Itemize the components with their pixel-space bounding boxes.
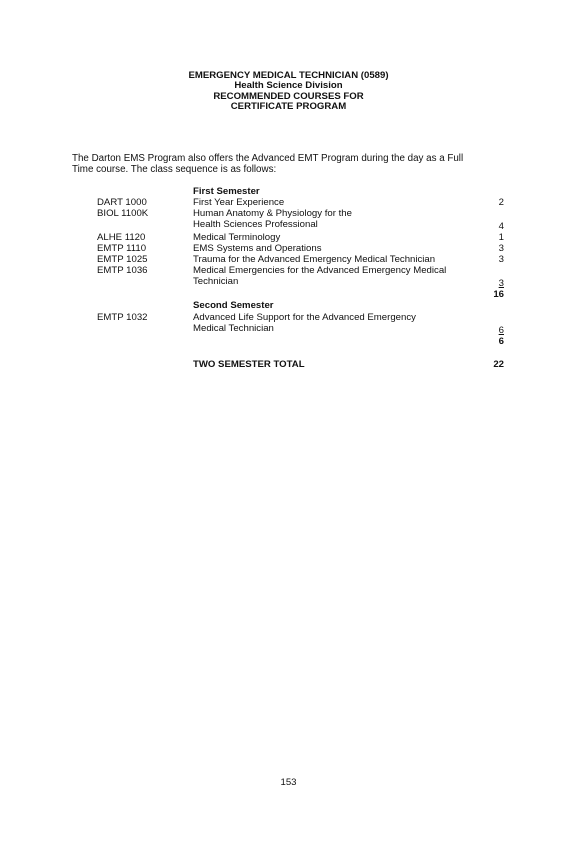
recommended-courses-heading: RECOMMENDED COURSES FOR: [213, 90, 364, 102]
course-code: EMTP 1025: [97, 254, 148, 265]
course-title: First Year Experience: [193, 197, 285, 208]
course-title: Advanced Life Support for the Advanced Emergency: [193, 312, 416, 323]
course-title: Medical Emergencies for the Advanced Emergency Medical: [193, 265, 447, 276]
course-title: EMS Systems and Operations: [193, 243, 322, 254]
course-credits: 3: [498, 243, 504, 254]
course-title-continued: Technician: [193, 276, 239, 287]
course-title: Trauma for the Advanced Emergency Medical Technician: [193, 254, 436, 265]
course-code: EMTP 1110: [97, 243, 147, 254]
course-code: EMTP 1032: [97, 312, 148, 323]
course-code: DART 1000: [97, 197, 147, 208]
program-title: EMERGENCY MEDICAL TECHNICIAN (0589): [188, 70, 389, 81]
first-semester-heading: First Semester: [193, 186, 260, 197]
second-semester-heading: Second Semester: [193, 300, 274, 311]
second-semester-total: 6: [498, 336, 504, 347]
intro-paragraph: [72, 153, 512, 175]
course-credits: 1: [498, 232, 504, 243]
intro-line: The Darton EMS Program also offers the Advanced EMT Program during the day as a Full: [72, 153, 464, 164]
course-credits: 6: [498, 325, 504, 336]
intro-line: Time course. The class sequence is as follows:: [72, 164, 277, 175]
first-semester-total: 16: [493, 289, 504, 300]
course-code: ALHE 1120: [97, 232, 146, 243]
course-code: BIOL 1100K: [97, 208, 149, 219]
document-header: [0, 71, 577, 113]
course-credits: 4: [498, 221, 504, 232]
two-semester-total-label: TWO SEMESTER TOTAL: [193, 359, 305, 370]
two-semester-total-value: 22: [493, 359, 504, 370]
course-title-continued: Medical Technician: [193, 323, 274, 334]
course-credits: 3: [498, 278, 504, 289]
course-credits: 3: [498, 254, 504, 265]
course-code: EMTP 1036: [97, 265, 148, 276]
division-name: Health Science Division: [234, 80, 343, 92]
course-title-continued: Health Sciences Professional: [193, 219, 318, 230]
page-number: 153: [280, 777, 297, 788]
certificate-program-heading: CERTIFICATE PROGRAM: [230, 101, 347, 113]
course-title: Medical Terminology: [193, 232, 281, 243]
course-title: Human Anatomy & Physiology for the: [193, 208, 352, 219]
course-credits: 2: [498, 197, 504, 208]
